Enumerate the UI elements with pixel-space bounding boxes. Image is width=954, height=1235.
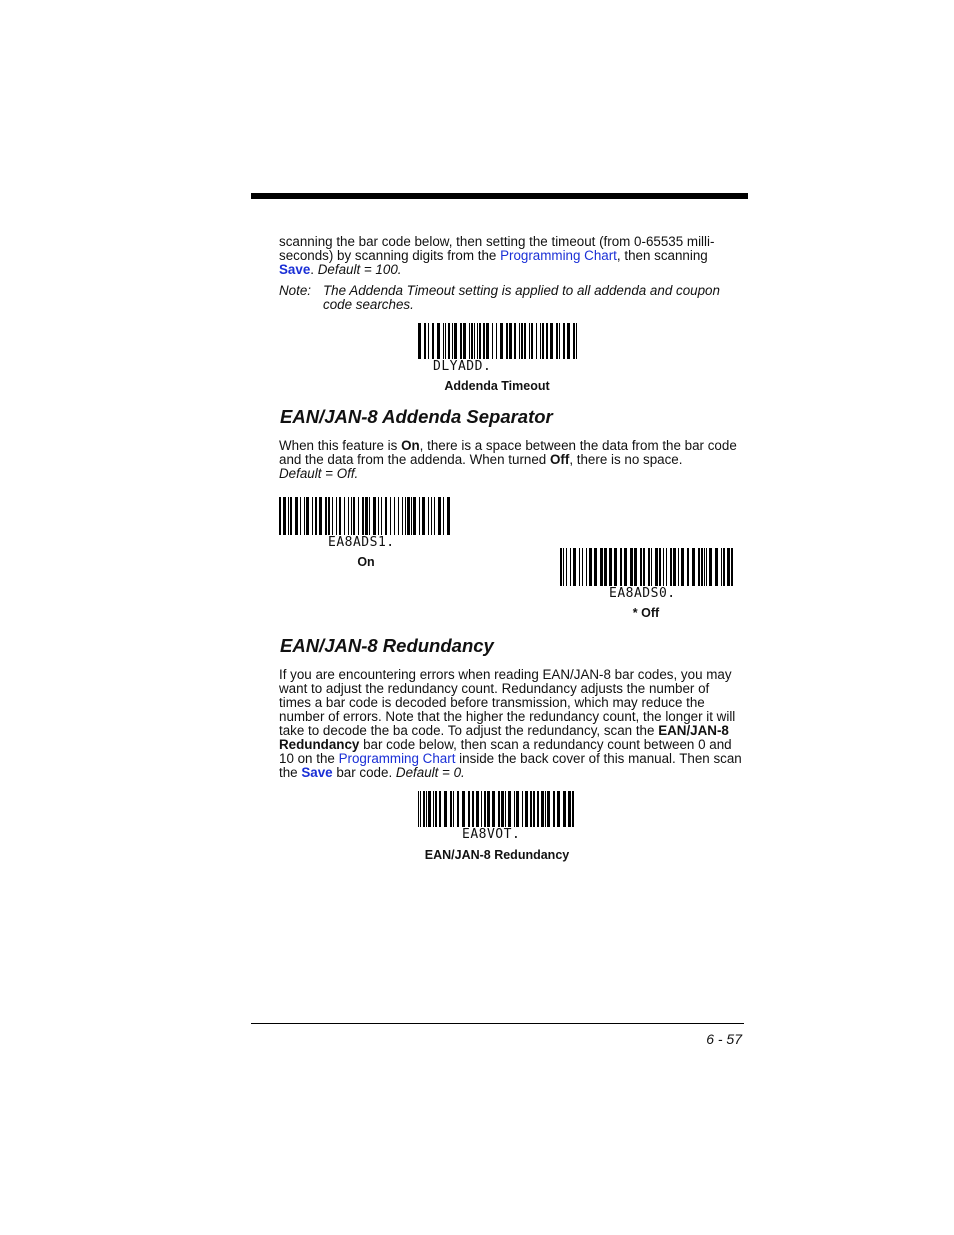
programming-chart-link-2[interactable]: Programming Chart <box>338 751 456 766</box>
save-link-2[interactable]: Save <box>301 765 333 780</box>
off-caption: * Off <box>632 606 660 620</box>
redundancy-caption: EAN/JAN-8 Redundancy <box>424 848 570 862</box>
note-text: The Addenda Timeout setting is applied to all addenda and coupon code searches. <box>323 283 720 312</box>
redundancy-code: EA8VOT. <box>462 827 521 842</box>
redundancy-heading: EAN/JAN-8 Redundancy <box>280 635 494 656</box>
on-code: EA8ADS1. <box>328 535 395 550</box>
note-label: Note: <box>279 283 312 298</box>
addenda-timeout-barcode[interactable] <box>418 323 577 359</box>
on-caption: On <box>357 555 375 569</box>
off-barcode[interactable] <box>560 548 733 586</box>
off-code: EA8ADS0. <box>609 586 676 601</box>
redundancy-paragraph: If you are encountering errors when reading EAN/JAN-8 bar codes, you may want to adjust the redundancy count. Redundancy adjusts the number of times a bar code is decoded before transmission, which may reduce the number of errors. Note that the higher the redundancy count, the longer it will take to decode the ba code. To adjust the redundancy, scan the EAN/JAN-8 Redundancy bar code below, then scan a redundancy count between 0 and 10 on the Programming Chart inside the back cover of this manual. Then scan the Save bar code. Default = 0. <box>279 667 742 780</box>
bottom-rule <box>251 1023 744 1024</box>
programming-chart-link[interactable]: Programming Chart <box>500 248 617 263</box>
addenda-separator-heading: EAN/JAN-8 Addenda Separator <box>280 406 553 427</box>
intro-paragraph: scanning the bar code below, then setting the timeout (from 0-65535 milli- seconds) by scanning digits from the Programming Chart, then scanning Save. Default = 100. <box>279 234 715 277</box>
top-rule <box>251 193 748 199</box>
separator-paragraph: When this feature is On, there is a space between the data from the bar code and the data from the addenda. When turned Off, there is no space. Default = Off. <box>279 438 737 481</box>
addenda-timeout-code: DLYADD. <box>433 359 492 374</box>
save-link[interactable]: Save <box>279 262 311 277</box>
addenda-timeout-caption: Addenda Timeout <box>444 379 550 393</box>
redundancy-barcode[interactable] <box>418 791 577 827</box>
page-number: 6 - 57 <box>706 1031 742 1047</box>
on-barcode[interactable] <box>279 497 452 535</box>
